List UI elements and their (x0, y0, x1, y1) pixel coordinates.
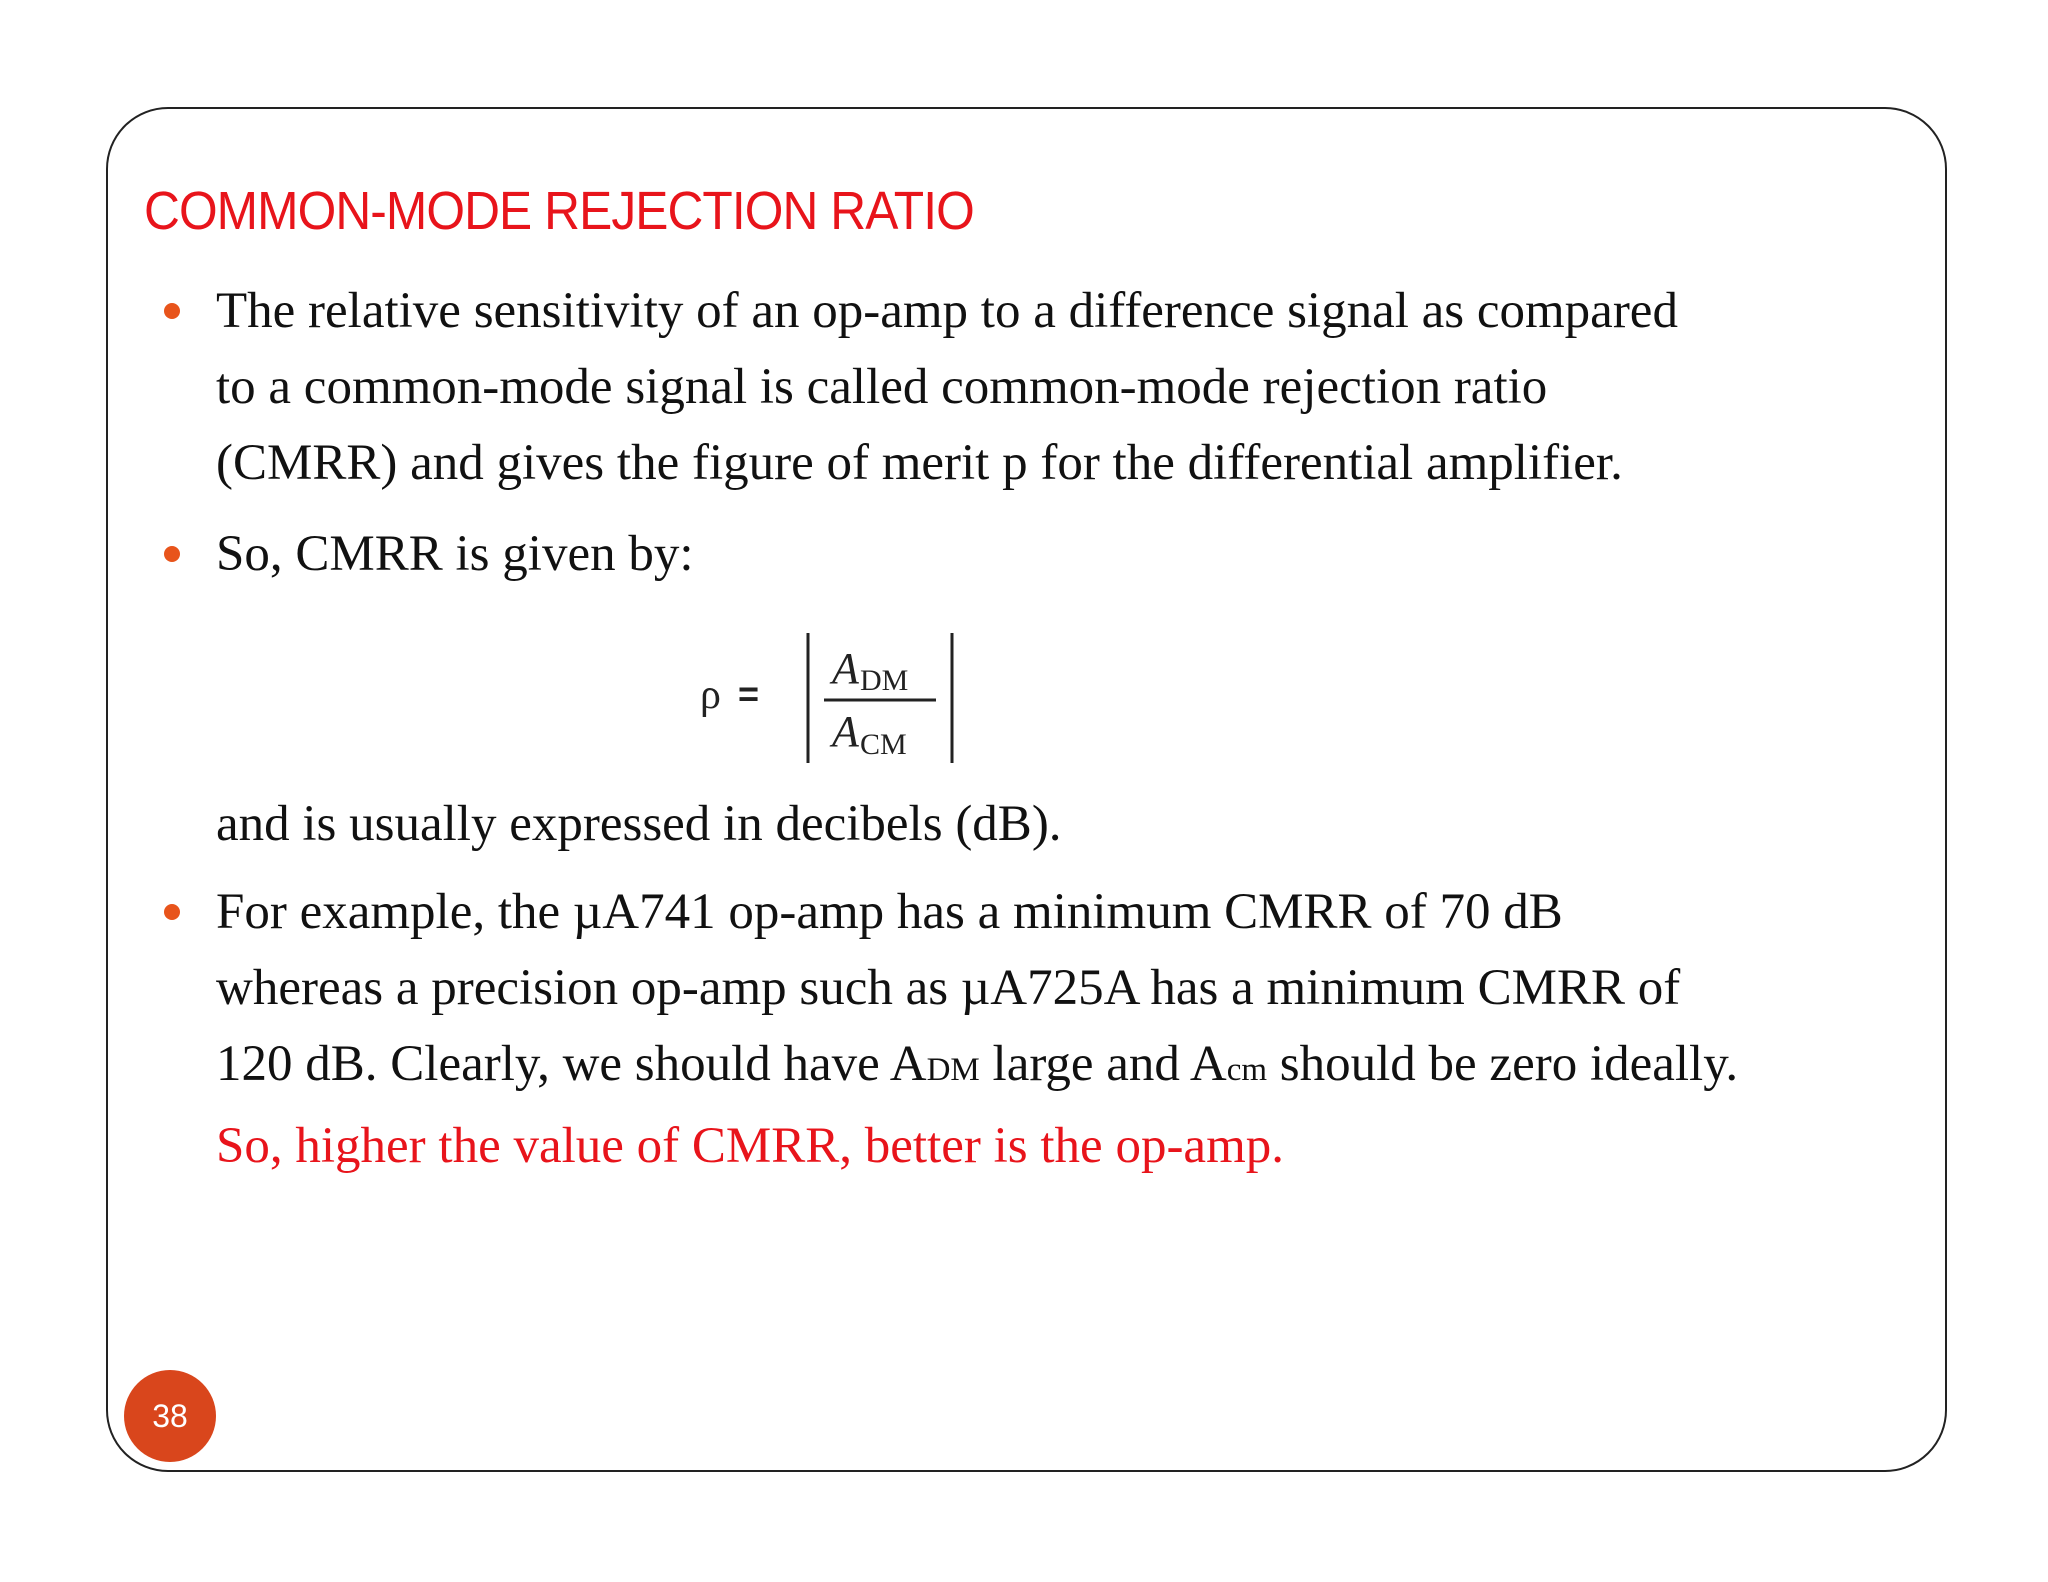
acm-subscript: cm (1226, 1052, 1268, 1088)
bullet-line: whereas a precision op-amp such as µA725A has a minimum CMRR of (216, 960, 1681, 1016)
bullet-line: So, CMRR is given by: (216, 526, 694, 582)
numerator-base: A (832, 644, 859, 693)
bullet-line: The relative sensitivity of an op-amp to a difference signal as compared (216, 283, 1678, 339)
bullet-line: (CMRR) and gives the figure of merit p for the differential amplifier. (216, 435, 1623, 491)
highlight-line: So, higher the value of CMRR, better is the op-amp. (216, 1118, 1284, 1174)
denominator-base: A (832, 707, 859, 756)
bullet-dot-icon (164, 546, 180, 562)
bullet-line: to a common-mode signal is called common-mode rejection ratio (216, 359, 1548, 415)
bullet-dot-icon (164, 904, 180, 920)
formula-rho: ρ (700, 672, 721, 718)
bullet-line: For example, the µA741 op-amp has a minimum CMRR of 70 dB (216, 884, 1563, 940)
line-text: 120 dB. Clearly, we should have A (216, 1036, 927, 1092)
bullet-dot-icon (164, 303, 180, 319)
bullet-text (216, 516, 1866, 592)
line-text: large and A (979, 1036, 1227, 1092)
page-number-badge: 38 (124, 1370, 216, 1462)
bullet-line (216, 1026, 1866, 1108)
continuation-text: and is usually expressed in decibels (dB). (216, 796, 1062, 852)
formula-equals: = (738, 673, 760, 714)
adm-subscript: DM (926, 1052, 980, 1088)
bullet-text (216, 874, 1866, 1184)
bullet-text (216, 273, 1866, 501)
cmrr-formula (700, 628, 970, 768)
line-text: should be zero ideally. (1267, 1036, 1739, 1092)
numerator-sub: DM (860, 664, 909, 697)
slide-title: COMMON-MODE REJECTION RATIO (144, 181, 974, 241)
denominator-sub: CM (860, 728, 907, 761)
